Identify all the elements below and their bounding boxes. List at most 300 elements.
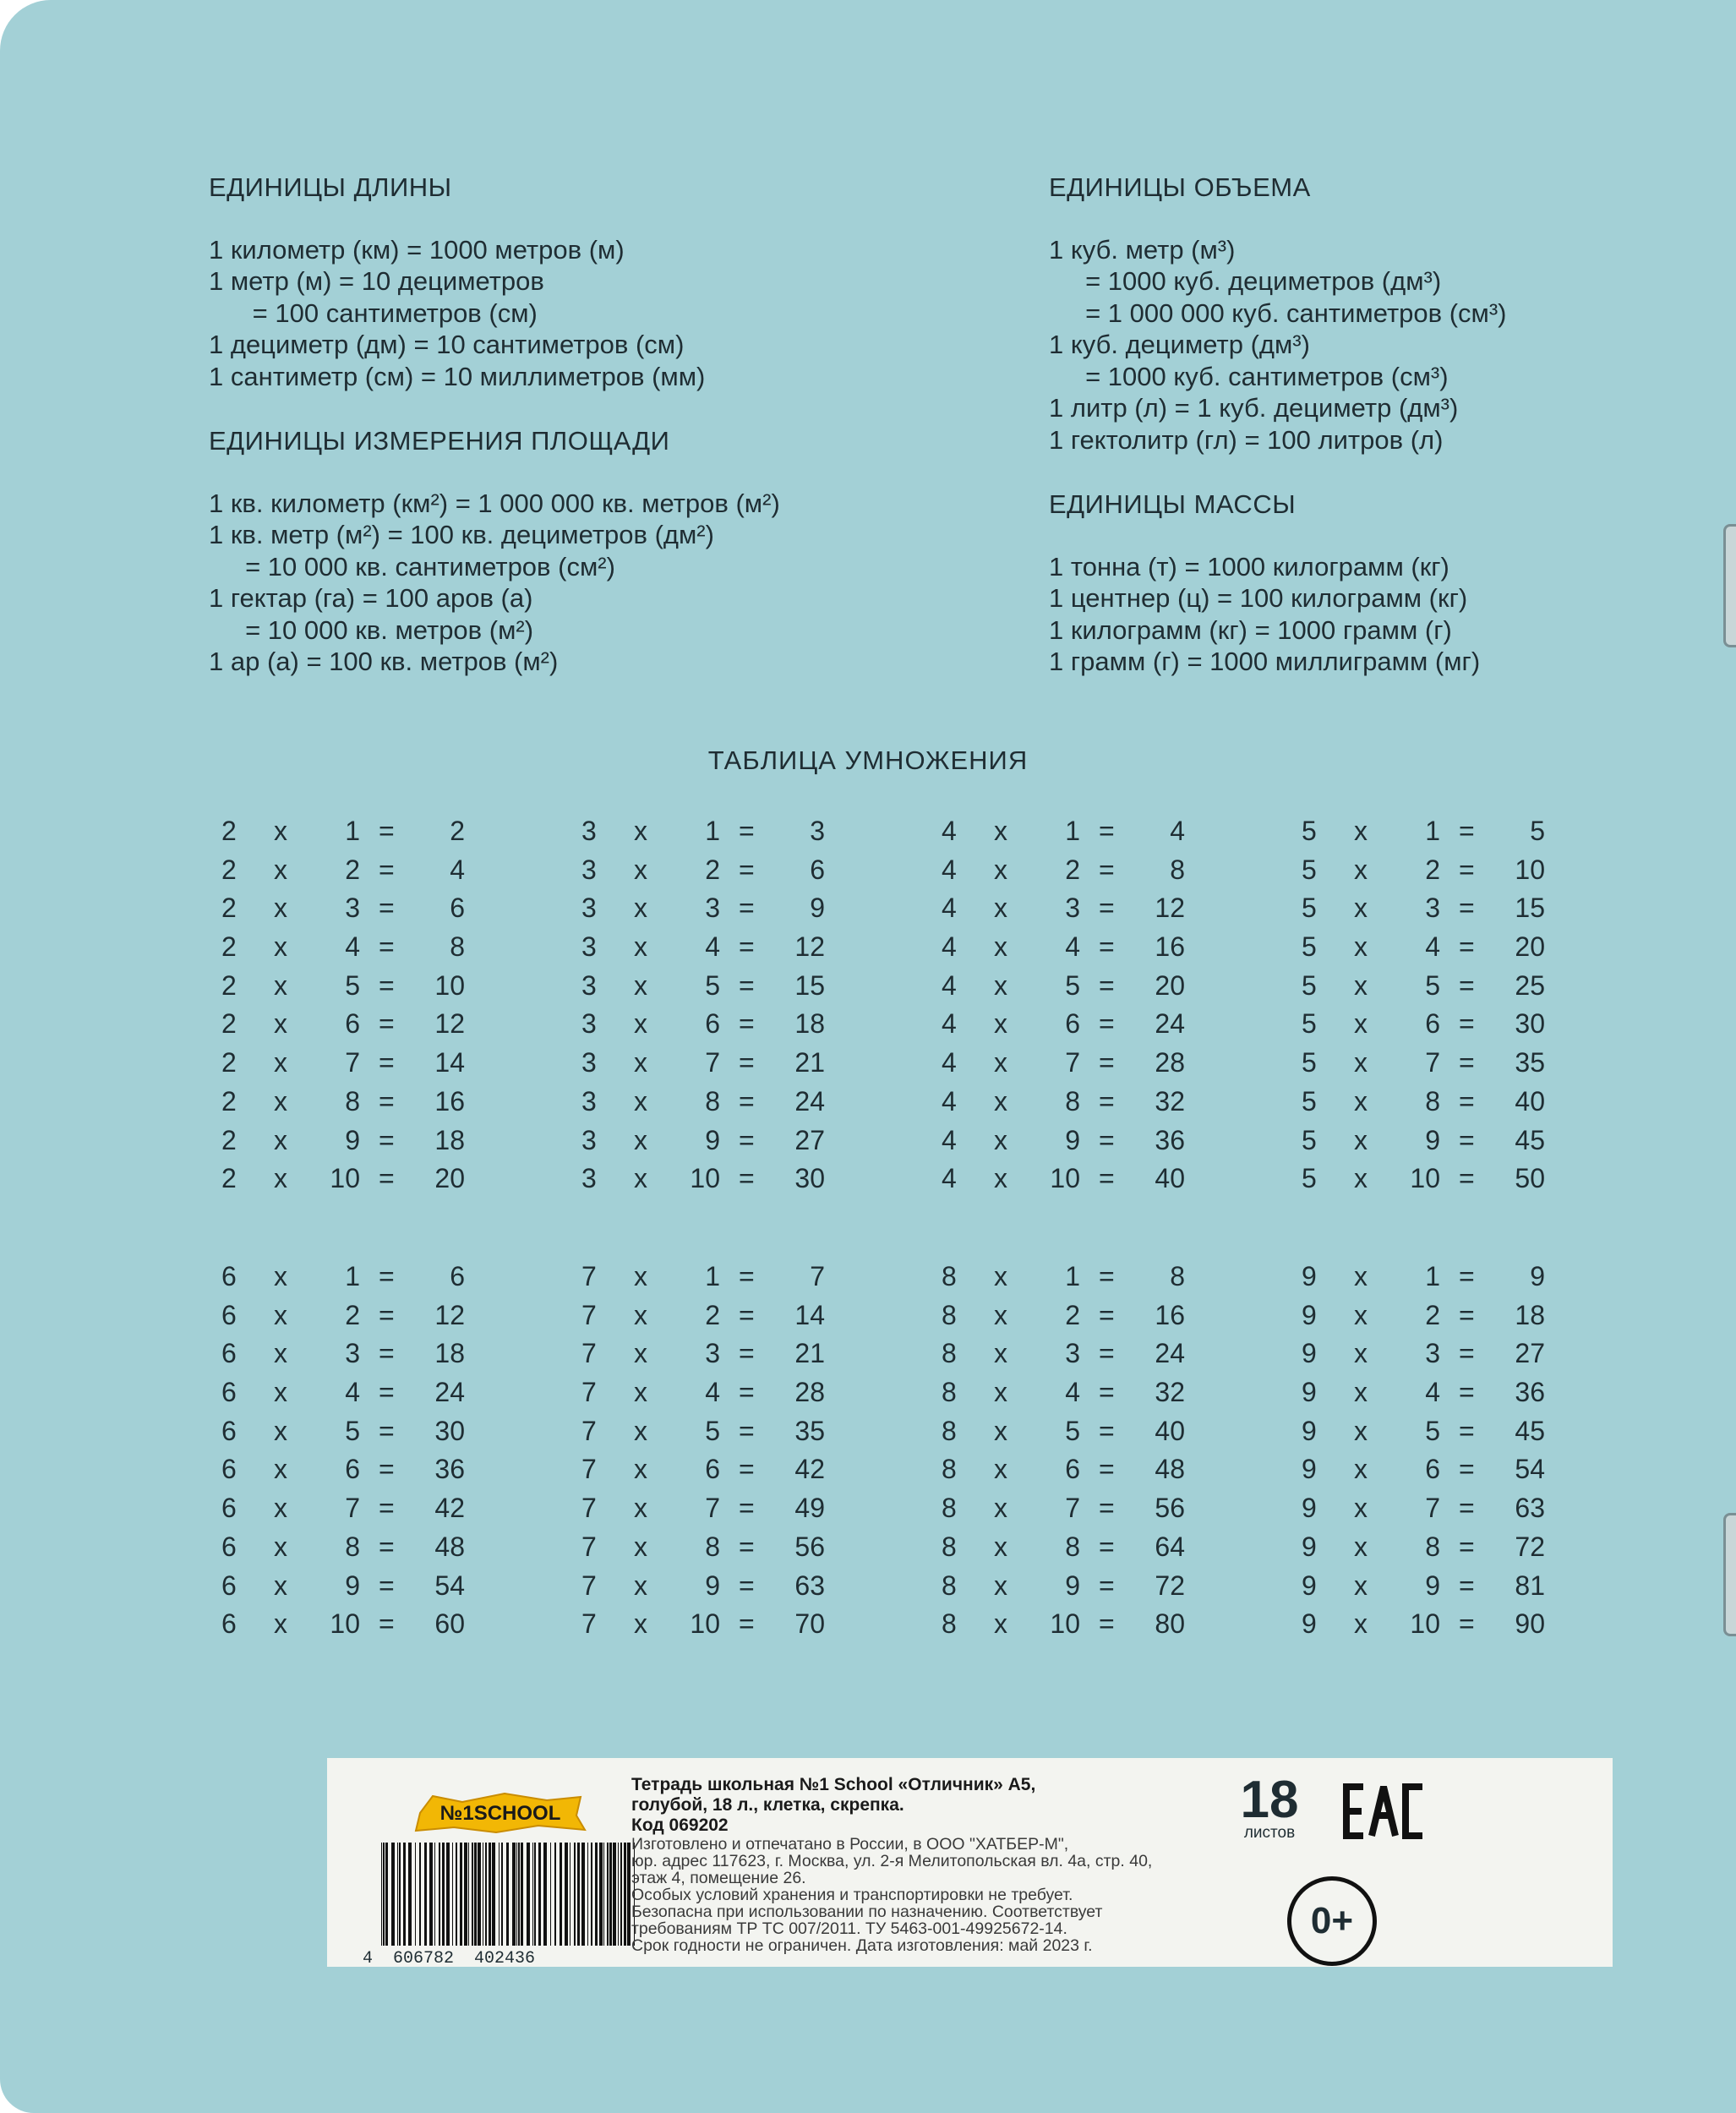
multiplier: 9 <box>1065 1124 1080 1155</box>
product-info <box>631 1775 1223 1954</box>
product: 9 <box>810 893 825 924</box>
multiplier: 8 <box>705 1531 720 1562</box>
times-sign: x <box>994 1261 1007 1291</box>
multiplicand: 4 <box>942 854 957 885</box>
multiplier: 10 <box>330 1163 360 1194</box>
barcode-bar <box>456 1843 457 1946</box>
multiplicand: 5 <box>1302 1008 1317 1040</box>
info-line: Срок годности не ограничен. Дата изготовления: май 2023 г. <box>631 1936 1093 1955</box>
product: 8 <box>450 931 465 963</box>
multiplicand: 5 <box>1302 1085 1317 1117</box>
times-sign: x <box>1354 1163 1368 1194</box>
barcode-bar <box>603 1843 604 1946</box>
multiplicand: 6 <box>221 1377 237 1408</box>
multiplier: 5 <box>705 1415 720 1446</box>
equals-sign: = <box>1459 816 1475 846</box>
multiplicand: 6 <box>221 1338 237 1369</box>
multiplication-table-title: ТАБЛИЦА УМНОЖЕНИЯ <box>707 745 1029 775</box>
multiplicand: 5 <box>1302 969 1317 1001</box>
product: 70 <box>794 1608 825 1640</box>
times-sign: x <box>1354 931 1368 963</box>
equals-sign: = <box>739 1163 755 1194</box>
equals-sign: = <box>1459 1608 1475 1640</box>
multiplier: 5 <box>705 969 720 1001</box>
times-sign: x <box>994 1085 1007 1117</box>
barcode-bar <box>506 1843 509 1946</box>
staple-top <box>1723 524 1736 647</box>
mass-line: 1 килограмм (кг) = 1000 грамм (г) <box>1049 614 1452 645</box>
times-sign: x <box>274 893 287 924</box>
multiplier: 6 <box>1065 1454 1080 1485</box>
times-sign: x <box>1354 969 1368 1001</box>
multiplier: 7 <box>705 1047 720 1078</box>
multiplicand: 2 <box>221 1085 237 1117</box>
times-sign: x <box>634 893 647 924</box>
equals-sign: = <box>739 1299 755 1330</box>
barcode-bar <box>439 1843 440 1946</box>
times-sign: x <box>274 1299 287 1330</box>
barcode-bar <box>452 1843 453 1946</box>
product: 42 <box>794 1454 825 1485</box>
times-sign: x <box>994 1531 1007 1562</box>
multiplicand: 8 <box>942 1261 957 1291</box>
times-sign: x <box>634 931 647 963</box>
equals-sign: = <box>1459 1085 1475 1117</box>
multiplier: 8 <box>345 1085 360 1117</box>
multiplicand: 8 <box>942 1377 957 1408</box>
product: 28 <box>794 1377 825 1408</box>
area-line: 1 гектар (га) = 100 аров (а) <box>209 583 533 613</box>
multiplier: 10 <box>690 1608 720 1640</box>
multiplicand: 9 <box>1302 1608 1317 1640</box>
times-sign: x <box>994 1124 1007 1155</box>
barcode-bar <box>620 1843 622 1946</box>
barcode-bar <box>627 1843 631 1946</box>
product: 40 <box>1155 1163 1185 1194</box>
multiplicand: 5 <box>1302 1163 1317 1194</box>
multiplier: 5 <box>1425 969 1440 1001</box>
equals-sign: = <box>739 1085 755 1117</box>
times-sign: x <box>634 1570 647 1601</box>
barcode-bar <box>419 1843 421 1946</box>
product: 20 <box>434 1163 465 1194</box>
equals-sign: = <box>1099 1124 1115 1155</box>
equals-sign: = <box>379 1493 395 1524</box>
multiplicand: 9 <box>1302 1454 1317 1485</box>
product: 80 <box>1155 1608 1185 1640</box>
multiplier: 3 <box>345 1338 360 1369</box>
product: 36 <box>1155 1124 1185 1155</box>
multiplier: 7 <box>345 1047 360 1078</box>
equals-sign: = <box>1459 1338 1475 1369</box>
equals-sign: = <box>379 1338 395 1369</box>
multiplier: 9 <box>705 1124 720 1155</box>
multiplier: 10 <box>690 1163 720 1194</box>
equals-sign: = <box>739 1608 755 1640</box>
product: 54 <box>434 1570 465 1601</box>
product: 18 <box>794 1008 825 1040</box>
product: 25 <box>1515 969 1545 1001</box>
barcode-bar <box>434 1843 435 1946</box>
multiplicand: 5 <box>1302 816 1317 846</box>
times-sign: x <box>994 1377 1007 1408</box>
multiplicand: 6 <box>221 1454 237 1485</box>
equals-sign: = <box>1459 1299 1475 1330</box>
equals-sign: = <box>1099 969 1115 1001</box>
multiplier: 1 <box>1425 816 1440 846</box>
equals-sign: = <box>739 1415 755 1446</box>
times-sign: x <box>274 931 287 963</box>
barcode-bar <box>472 1843 473 1946</box>
equals-sign: = <box>739 1008 755 1040</box>
multiplicand: 3 <box>581 893 597 924</box>
multiplier: 2 <box>345 854 360 885</box>
times-sign: x <box>1354 1493 1368 1524</box>
times-sign: x <box>634 1124 647 1155</box>
multiplicand: 4 <box>942 969 957 1001</box>
times-sign: x <box>1354 1085 1368 1117</box>
barcode-bar <box>512 1843 516 1946</box>
multiplier: 1 <box>1425 1261 1440 1291</box>
product: 16 <box>1155 931 1185 963</box>
multiplicand: 5 <box>1302 1124 1317 1155</box>
product: 63 <box>794 1570 825 1601</box>
multiplier: 2 <box>705 1299 720 1330</box>
barcode-bar <box>442 1843 445 1946</box>
product: 14 <box>434 1047 465 1078</box>
product: 48 <box>434 1531 465 1562</box>
multiplicand: 3 <box>581 1047 597 1078</box>
times-sign: x <box>1354 1531 1368 1562</box>
times-sign: x <box>274 1570 287 1601</box>
times-sign: x <box>1354 1415 1368 1446</box>
volume-line: 1 гектолитр (гл) = 100 литров (л) <box>1049 424 1444 455</box>
multiplicand: 8 <box>942 1570 957 1601</box>
barcode-bar <box>429 1843 433 1946</box>
multiplier: 6 <box>345 1008 360 1040</box>
times-sign: x <box>634 1377 647 1408</box>
multiplicand: 9 <box>1302 1299 1317 1330</box>
multiplicand: 6 <box>221 1608 237 1640</box>
times-sign: x <box>994 931 1007 963</box>
barcode <box>378 1843 640 1946</box>
info-line: юр. адрес 117623, г. Москва, ул. 2-я Мелитопольская вл. 4а, стр. 40, <box>631 1852 1153 1870</box>
times-sign: x <box>634 1415 647 1446</box>
equals-sign: = <box>739 1570 755 1601</box>
product: 4 <box>1170 816 1185 846</box>
multiplicand: 4 <box>942 931 957 963</box>
product: 8 <box>1170 1261 1185 1291</box>
multiplicand: 2 <box>221 969 237 1001</box>
product: 40 <box>1515 1085 1545 1117</box>
product: 72 <box>1155 1570 1185 1601</box>
multiplicand: 6 <box>221 1299 237 1330</box>
multiplier: 3 <box>345 893 360 924</box>
times-sign: x <box>994 893 1007 924</box>
volume-line: 1 куб. дециметр (дм³) <box>1049 330 1310 359</box>
product: 30 <box>794 1163 825 1194</box>
times-sign: x <box>634 854 647 885</box>
equals-sign: = <box>379 1047 395 1078</box>
multiplicand: 2 <box>221 1008 237 1040</box>
barcode-bar <box>397 1843 398 1946</box>
volume-units-section <box>1049 172 1507 456</box>
equals-sign: = <box>739 1531 755 1562</box>
multiplier: 4 <box>345 931 360 963</box>
multiplier: 4 <box>705 1377 720 1408</box>
volume-line: 1 куб. метр (м³) <box>1049 234 1236 265</box>
volume-units-title: ЕДИНИЦЫ ОБЪЕМА <box>1049 172 1311 202</box>
equals-sign: = <box>739 893 755 924</box>
barcode-bar <box>618 1843 619 1946</box>
volume-line: 1 литр (л) = 1 куб. дециметр (дм³) <box>1049 393 1459 423</box>
equals-sign: = <box>379 816 395 846</box>
times-sign: x <box>994 1608 1007 1640</box>
multiplier: 8 <box>1065 1085 1080 1117</box>
product: 12 <box>1155 893 1185 924</box>
equals-sign: = <box>1459 1261 1475 1291</box>
multiplier: 6 <box>1425 1008 1440 1040</box>
equals-sign: = <box>379 1163 395 1194</box>
times-sign: x <box>274 1454 287 1485</box>
multiplicand: 6 <box>221 1531 237 1562</box>
product-code: Код 069202 <box>631 1815 729 1835</box>
times-sign: x <box>274 1261 287 1291</box>
multiplier: 2 <box>1425 1299 1440 1330</box>
product: 50 <box>1515 1163 1545 1194</box>
logo-text: №1SCHOOL <box>439 1802 561 1825</box>
barcode-bar <box>516 1843 517 1946</box>
multiplicand: 7 <box>581 1608 597 1640</box>
multiplicand: 5 <box>1302 1047 1317 1078</box>
product: 6 <box>450 1261 465 1291</box>
barcode-bar <box>468 1843 469 1946</box>
equals-sign: = <box>1459 1008 1475 1040</box>
times-sign: x <box>634 1454 647 1485</box>
product: 16 <box>434 1085 465 1117</box>
barcode-bar <box>587 1843 588 1946</box>
multiplier: 8 <box>345 1531 360 1562</box>
multiplier: 9 <box>1065 1570 1080 1601</box>
multiplicand: 4 <box>942 1047 957 1078</box>
multiplicand: 3 <box>581 1124 597 1155</box>
times-sign: x <box>274 1338 287 1369</box>
equals-sign: = <box>1099 1454 1115 1485</box>
multiplier: 1 <box>1065 1261 1080 1291</box>
barcode-bar <box>446 1843 450 1946</box>
product: 6 <box>450 893 465 924</box>
barcode-bar <box>464 1843 467 1946</box>
volume-line: = 1000 куб. дециметров (дм³) <box>1049 266 1442 296</box>
equals-sign: = <box>739 1493 755 1524</box>
barcode-bar <box>550 1843 551 1946</box>
barcode-bar <box>478 1843 481 1946</box>
multiplicand: 8 <box>942 1338 957 1369</box>
multiplier: 10 <box>1410 1163 1440 1194</box>
product: 32 <box>1155 1085 1185 1117</box>
multiplier: 7 <box>1425 1493 1440 1524</box>
equals-sign: = <box>739 1047 755 1078</box>
times-sign: x <box>994 1493 1007 1524</box>
times-sign: x <box>1354 1299 1368 1330</box>
times-sign: x <box>634 1493 647 1524</box>
product: 12 <box>434 1299 465 1330</box>
mass-line: 1 тонна (т) = 1000 килограмм (кг) <box>1049 551 1449 581</box>
multiplier: 1 <box>705 816 720 846</box>
equals-sign: = <box>739 931 755 963</box>
mass-units-title: ЕДИНИЦЫ МАССЫ <box>1049 489 1297 519</box>
product: 24 <box>1155 1008 1185 1040</box>
product: 18 <box>434 1338 465 1369</box>
times-sign: x <box>274 1085 287 1117</box>
product: 2 <box>450 816 465 846</box>
multiplier: 4 <box>345 1377 360 1408</box>
age-rating-badge: 0+ <box>1287 1876 1377 1966</box>
equals-sign: = <box>1459 854 1475 885</box>
product: 21 <box>794 1047 825 1078</box>
multiplier: 5 <box>1065 969 1080 1001</box>
times-sign: x <box>274 1415 287 1446</box>
multiplicand: 2 <box>221 1047 237 1078</box>
times-sign: x <box>634 1299 647 1330</box>
product: 45 <box>1515 1124 1545 1155</box>
times-sign: x <box>634 1047 647 1078</box>
barcode-bar <box>599 1843 603 1946</box>
product-title-2: голубой, 18 л., клетка, скрепка. <box>631 1795 904 1815</box>
multiplier: 7 <box>705 1493 720 1524</box>
multiplicand: 7 <box>581 1454 597 1485</box>
equals-sign: = <box>1099 1570 1115 1601</box>
times-sign: x <box>634 1008 647 1040</box>
barcode-bar <box>399 1843 401 1946</box>
barcode-bar <box>554 1843 556 1946</box>
product: 56 <box>794 1531 825 1562</box>
times-sign: x <box>274 1124 287 1155</box>
multiplicand: 7 <box>581 1415 597 1446</box>
multiplicand: 4 <box>942 1008 957 1040</box>
barcode-bar <box>532 1843 533 1946</box>
area-line: = 10 000 кв. сантиметров (см²) <box>209 551 615 581</box>
product: 8 <box>1170 854 1185 885</box>
product: 56 <box>1155 1493 1185 1524</box>
equals-sign: = <box>1459 1415 1475 1446</box>
equals-sign: = <box>379 1608 395 1640</box>
barcode-bar <box>489 1843 491 1946</box>
barcode-bar <box>424 1843 427 1946</box>
multiplicand: 2 <box>221 1124 237 1155</box>
times-sign: x <box>994 1570 1007 1601</box>
multiplicand: 9 <box>1302 1493 1317 1524</box>
multiplicand: 6 <box>221 1261 237 1291</box>
multiplier: 7 <box>1065 1047 1080 1078</box>
product: 81 <box>1515 1570 1545 1601</box>
multiplier: 6 <box>705 1008 720 1040</box>
multiplicand: 5 <box>1302 854 1317 885</box>
product: 24 <box>434 1377 465 1408</box>
sheets-count-block <box>1215 1773 1324 1843</box>
times-sign: x <box>1354 1261 1368 1291</box>
product: 30 <box>434 1415 465 1446</box>
equals-sign: = <box>1099 854 1115 885</box>
times-sign: x <box>1354 1570 1368 1601</box>
equals-sign: = <box>379 893 395 924</box>
times-sign: x <box>274 816 287 846</box>
length-line: 1 дециметр (дм) = 10 сантиметров (см) <box>209 330 685 359</box>
multiplier: 3 <box>1425 893 1440 924</box>
multiplier: 1 <box>345 1261 360 1291</box>
multiplier: 5 <box>345 969 360 1001</box>
times-sign: x <box>1354 1008 1368 1040</box>
product: 40 <box>1155 1415 1185 1446</box>
product: 3 <box>810 816 825 846</box>
multiplier: 7 <box>345 1493 360 1524</box>
multiplicand: 7 <box>581 1377 597 1408</box>
equals-sign: = <box>1099 1299 1115 1330</box>
multiplier: 5 <box>1425 1415 1440 1446</box>
length-units-title: ЕДИНИЦЫ ДЛИНЫ <box>209 172 452 202</box>
times-sign: x <box>994 1415 1007 1446</box>
barcode-bar <box>534 1843 536 1946</box>
equals-sign: = <box>1459 1570 1475 1601</box>
barcode-bar <box>595 1843 598 1946</box>
equals-sign: = <box>739 816 755 846</box>
times-sign: x <box>1354 1377 1368 1408</box>
multiplicand: 6 <box>221 1570 237 1601</box>
multiplicand: 2 <box>221 816 237 846</box>
equals-sign: = <box>1459 893 1475 924</box>
multiplicand: 3 <box>581 1008 597 1040</box>
equals-sign: = <box>1459 1124 1475 1155</box>
times-sign: x <box>1354 1454 1368 1485</box>
multiplicand: 5 <box>1302 893 1317 924</box>
times-sign: x <box>994 1338 1007 1369</box>
barcode-bar <box>460 1843 462 1946</box>
mass-line: 1 центнер (ц) = 100 килограмм (кг) <box>1049 583 1468 613</box>
equals-sign: = <box>379 1454 395 1485</box>
equals-sign: = <box>379 1085 395 1117</box>
multiplier: 8 <box>1425 1531 1440 1562</box>
multiplicand: 3 <box>581 931 597 963</box>
equals-sign: = <box>1099 1377 1115 1408</box>
sheets-count: 18 <box>1240 1771 1299 1829</box>
multiplicand: 2 <box>221 931 237 963</box>
info-line: Особых условий хранения и транспортировки не требует. <box>631 1886 1073 1904</box>
equals-sign: = <box>1099 1008 1115 1040</box>
barcode-bar <box>385 1843 388 1946</box>
equals-sign: = <box>1099 1531 1115 1562</box>
times-sign: x <box>634 1608 647 1640</box>
multiplier: 2 <box>1065 1299 1080 1330</box>
times-sign: x <box>994 1008 1007 1040</box>
multiplier: 3 <box>705 893 720 924</box>
times-sign: x <box>634 1261 647 1291</box>
multiplier: 9 <box>705 1570 720 1601</box>
multiplicand: 3 <box>581 1085 597 1117</box>
multiplier: 8 <box>1425 1085 1440 1117</box>
times-sign: x <box>274 1163 287 1194</box>
times-sign: x <box>274 1047 287 1078</box>
equals-sign: = <box>379 1008 395 1040</box>
equals-sign: = <box>1099 1608 1115 1640</box>
multiplier: 1 <box>345 816 360 846</box>
times-sign: x <box>994 1454 1007 1485</box>
product: 28 <box>1155 1047 1185 1078</box>
multiplier: 9 <box>1425 1124 1440 1155</box>
product: 20 <box>1515 931 1545 963</box>
multiplicand: 4 <box>942 1163 957 1194</box>
equals-sign: = <box>1459 1047 1475 1078</box>
multiplicand: 7 <box>581 1338 597 1369</box>
